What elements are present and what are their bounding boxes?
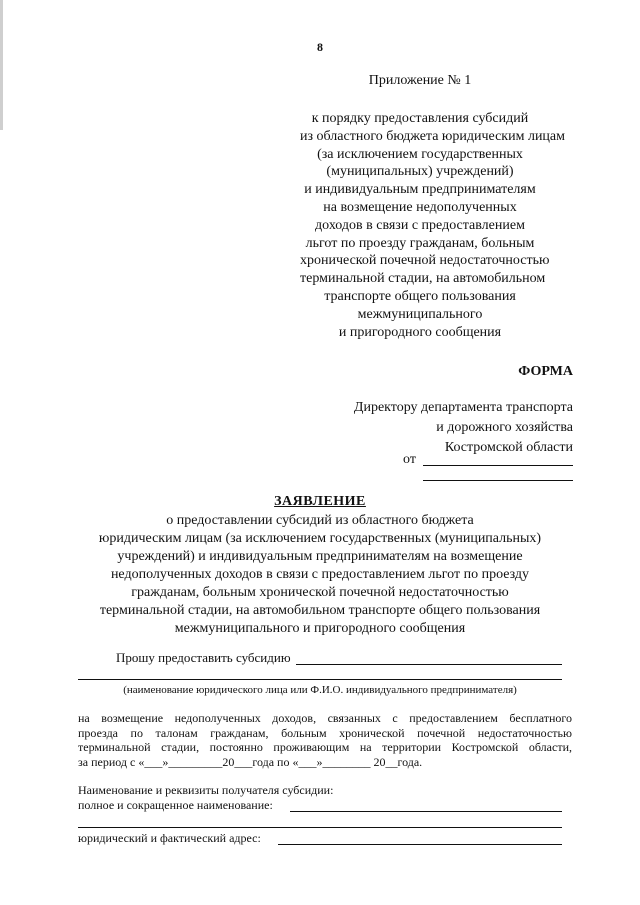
appendix-description: [300, 110, 565, 341]
appendix-line: на возмещение недополученных: [323, 199, 517, 215]
full-name-field[interactable]: [290, 811, 562, 812]
application-subtitle: [60, 512, 580, 638]
appendix-title: Приложение № 1: [368, 73, 472, 88]
request-text: Прошу предоставить субсидию: [116, 650, 291, 665]
body-line: на возмещение недополученных доходов, связанных с предоставлением бесплатного: [78, 711, 572, 725]
form-label: ФОРМА: [518, 364, 573, 379]
subtitle-line: юридическим лицам (за исключением государственных (муниципальных): [98, 531, 542, 546]
appendix-line: льгот по проезду гражданам, больным: [305, 235, 535, 251]
appendix-line: хронической почечной недостаточностью: [300, 253, 550, 269]
body-line: за период с «___»_________20___года по «___»________ 20__года.: [78, 754, 423, 769]
body-line: проезда по талонам гражданам, больным хронической почечной недостаточностью: [78, 725, 572, 740]
appendix-line: терминальной стадии, на автомобильном: [300, 271, 546, 287]
subsidy-recipient-field[interactable]: [296, 664, 562, 665]
appendix-line: из областного бюджета юридическим лицам: [300, 128, 565, 144]
subtitle-line: гражданам, больным хронической почечной недостаточностью: [131, 585, 509, 600]
full-name-field-continued[interactable]: [78, 827, 562, 828]
appendix-line: доходов в связи с предоставлением: [315, 217, 525, 233]
subtitle-line: терминальной стадии, на автомобильном транспорте общего пользования: [99, 603, 541, 618]
appendix-line: межмуниципального: [357, 306, 483, 322]
appendix-line: и пригородного сообщения: [338, 324, 502, 340]
appendix-line: к порядку предоставления субсидий: [311, 111, 529, 126]
recipient-details-heading: Наименование и реквизиты получателя субсидии:: [78, 783, 334, 797]
body-line: терминальной стадии, постоянно проживающим на территории Костромской области,: [78, 740, 572, 754]
addressee-line: и дорожного хозяйства: [436, 420, 573, 435]
application-title: ЗАЯВЛЕНИЕ: [274, 494, 366, 509]
page-edge-shadow: [0, 0, 3, 130]
subsidy-recipient-field-continued[interactable]: [78, 679, 562, 680]
subtitle-line: учреждений) и индивидуальным предпринимателям на возмещение: [117, 549, 523, 564]
appendix-line: и индивидуальным предпринимателям: [304, 182, 536, 198]
from-name-field-continued[interactable]: [423, 480, 573, 481]
subtitle-line: межмуниципального и пригородного сообщения: [174, 621, 466, 636]
recipient-caption: (наименование юридического лица или Ф.И.О. индивидуального предпринимателя): [123, 684, 517, 696]
from-label: от: [403, 452, 416, 467]
addressee-block: [354, 398, 573, 458]
full-name-label: полное и сокращенное наименование:: [78, 798, 273, 812]
address-field[interactable]: [278, 844, 562, 845]
application-body: [78, 711, 572, 769]
addressee-line: Костромской области: [444, 440, 573, 455]
addressee-line: Директору департамента транспорта: [353, 400, 573, 415]
page-number: 8: [317, 40, 323, 54]
appendix-line: транспорте общего пользования: [324, 288, 516, 304]
appendix-line: (муниципальных) учреждений): [326, 164, 514, 180]
address-label: юридический и фактический адрес:: [78, 831, 261, 845]
from-name-field[interactable]: [423, 465, 573, 466]
appendix-line: (за исключением государственных: [317, 146, 523, 162]
subtitle-line: о предоставлении субсидий из областного бюджета: [166, 513, 474, 528]
subtitle-line: недополученных доходов в связи с предоставлением льгот по проезду: [110, 567, 530, 582]
